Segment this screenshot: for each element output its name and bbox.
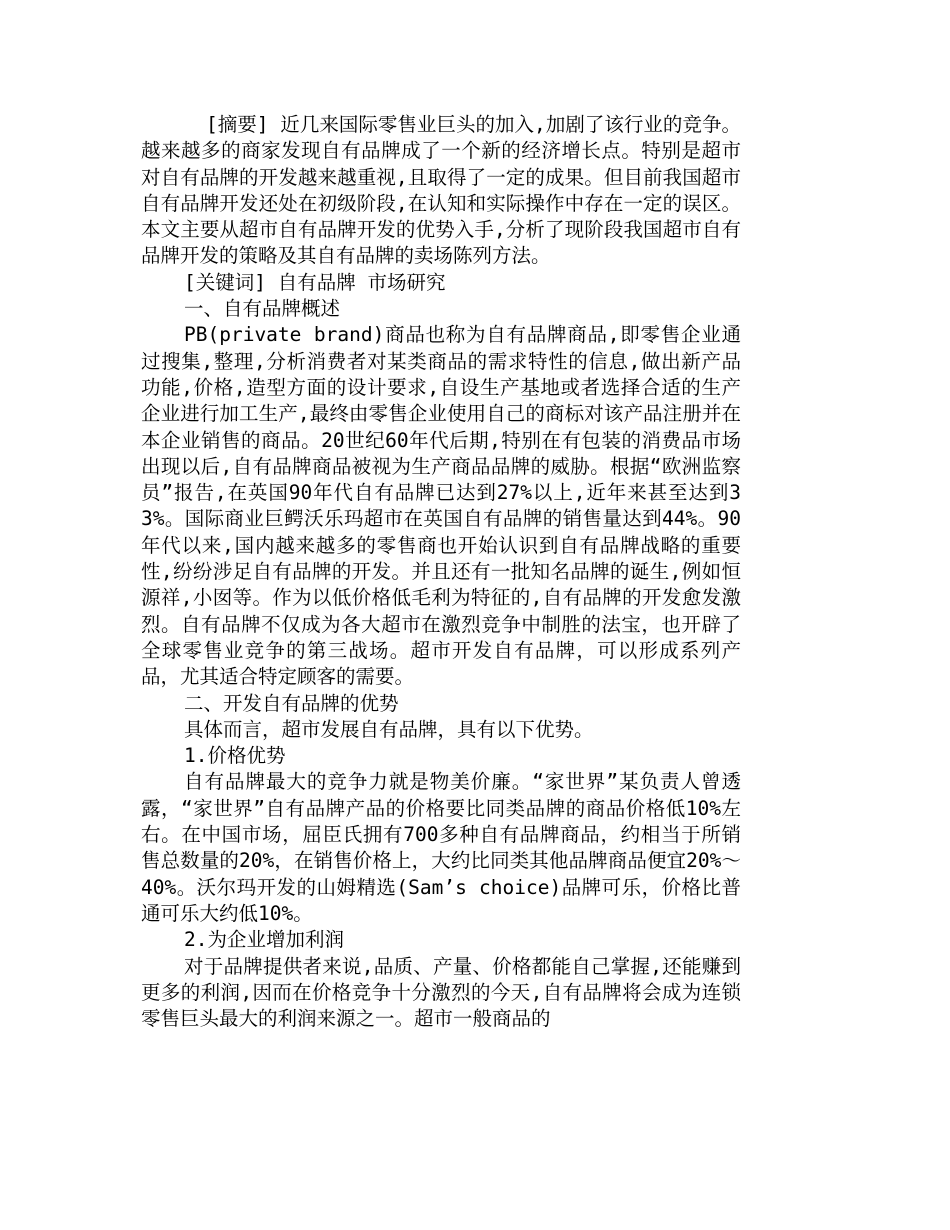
keywords-paragraph: [关键词] 自有品牌 市场研究: [184, 270, 446, 294]
body-paragraph-section-2-intro: 具体而言，超市发展自有品牌，具有以下优势。: [184, 717, 594, 741]
subsection-heading-2-1: 1.价格优势: [184, 744, 286, 768]
section-heading-2: 二、开发自有品牌的优势: [184, 691, 399, 715]
body-paragraph-section-2-2: 对于品牌提供者来说,品质、产量、价格都能自己掌握,还能赚到更多的利润,因而在价格竞争十分激烈的今天,自有品牌将会成为连锁零售巨头最大的利润来源之一。超市一般商品的: [141, 954, 741, 1031]
body-paragraph-section-1: PB(private brand)商品也称为自有品牌商品,即零售企业通过搜集,整理,分析消费者对某类商品的需求特性的信息,做出新产品功能,价格,造型方面的设计要求,自设生产基地或者选择合适的生产企业进行加工生产,最终由零售企业使用自己的商标对该产品注册并在本企业销售的商品。20世纪60年代后期,特别在有包装的消费品市场出现以后,自有品牌商品被视为生产商品品牌的威胁。根据“欧洲监察员”报告,在英国90年代自有品牌已达到27%以上,近年来甚至达到33%。国际商业巨鳄沃乐玛超市在英国自有品牌的销售量达到44%。90年代以来,国内越来越多的零售商也开始认识到自有品牌战略的重要性,纷纷涉足自有品牌的开发。并且还有一批知名品牌的诞生,例如恒源祥,小囡等。作为以低价格低毛利为特征的,自有品牌的开发愈发激烈。自有品牌不仅成为各大超市在激烈竞争中制胜的法宝，也开辟了全球零售业竞争的第三战场。超市开发自有品牌，可以形成系列产品，尤其适合特定顾客的需要。: [141, 323, 741, 689]
section-heading-1: 一、自有品牌概述: [184, 297, 341, 321]
abstract-paragraph: [摘要] 近几来国际零售业巨头的加入,加剧了该行业的竞争。越来越多的商家发现自有品牌成了一个新的经济增长点。特别是超市对自有品牌的开发越来越重视,且取得了一定的成果。但目前我国超市自有品牌开发还处在初级阶段,在认知和实际操作中存在一定的误区。本文主要从超市自有品牌开发的优势入手,分析了现阶段我国超市自有品牌开发的策略及其自有品牌的卖场陈列方法。: [141, 113, 741, 268]
body-paragraph-section-2-1: 自有品牌最大的竞争力就是物美价廉。“家世界”某负责人曾透露，“家世界”自有品牌产品的价格要比同类品牌的商品价格低10%左右。在中国市场，屈臣氏拥有700多种自有品牌商品，约相当于所销售总数量的20%，在销售价格上，大约比同类其他品牌商品便宜20%～40%。沃尔玛开发的山姆精选(Sam’s choice)品牌可乐，价格比普通可乐大约低10%。: [141, 770, 741, 925]
subsection-heading-2-2: 2.为企业增加利润: [184, 928, 344, 952]
document-page: [141, 112, 741, 1032]
